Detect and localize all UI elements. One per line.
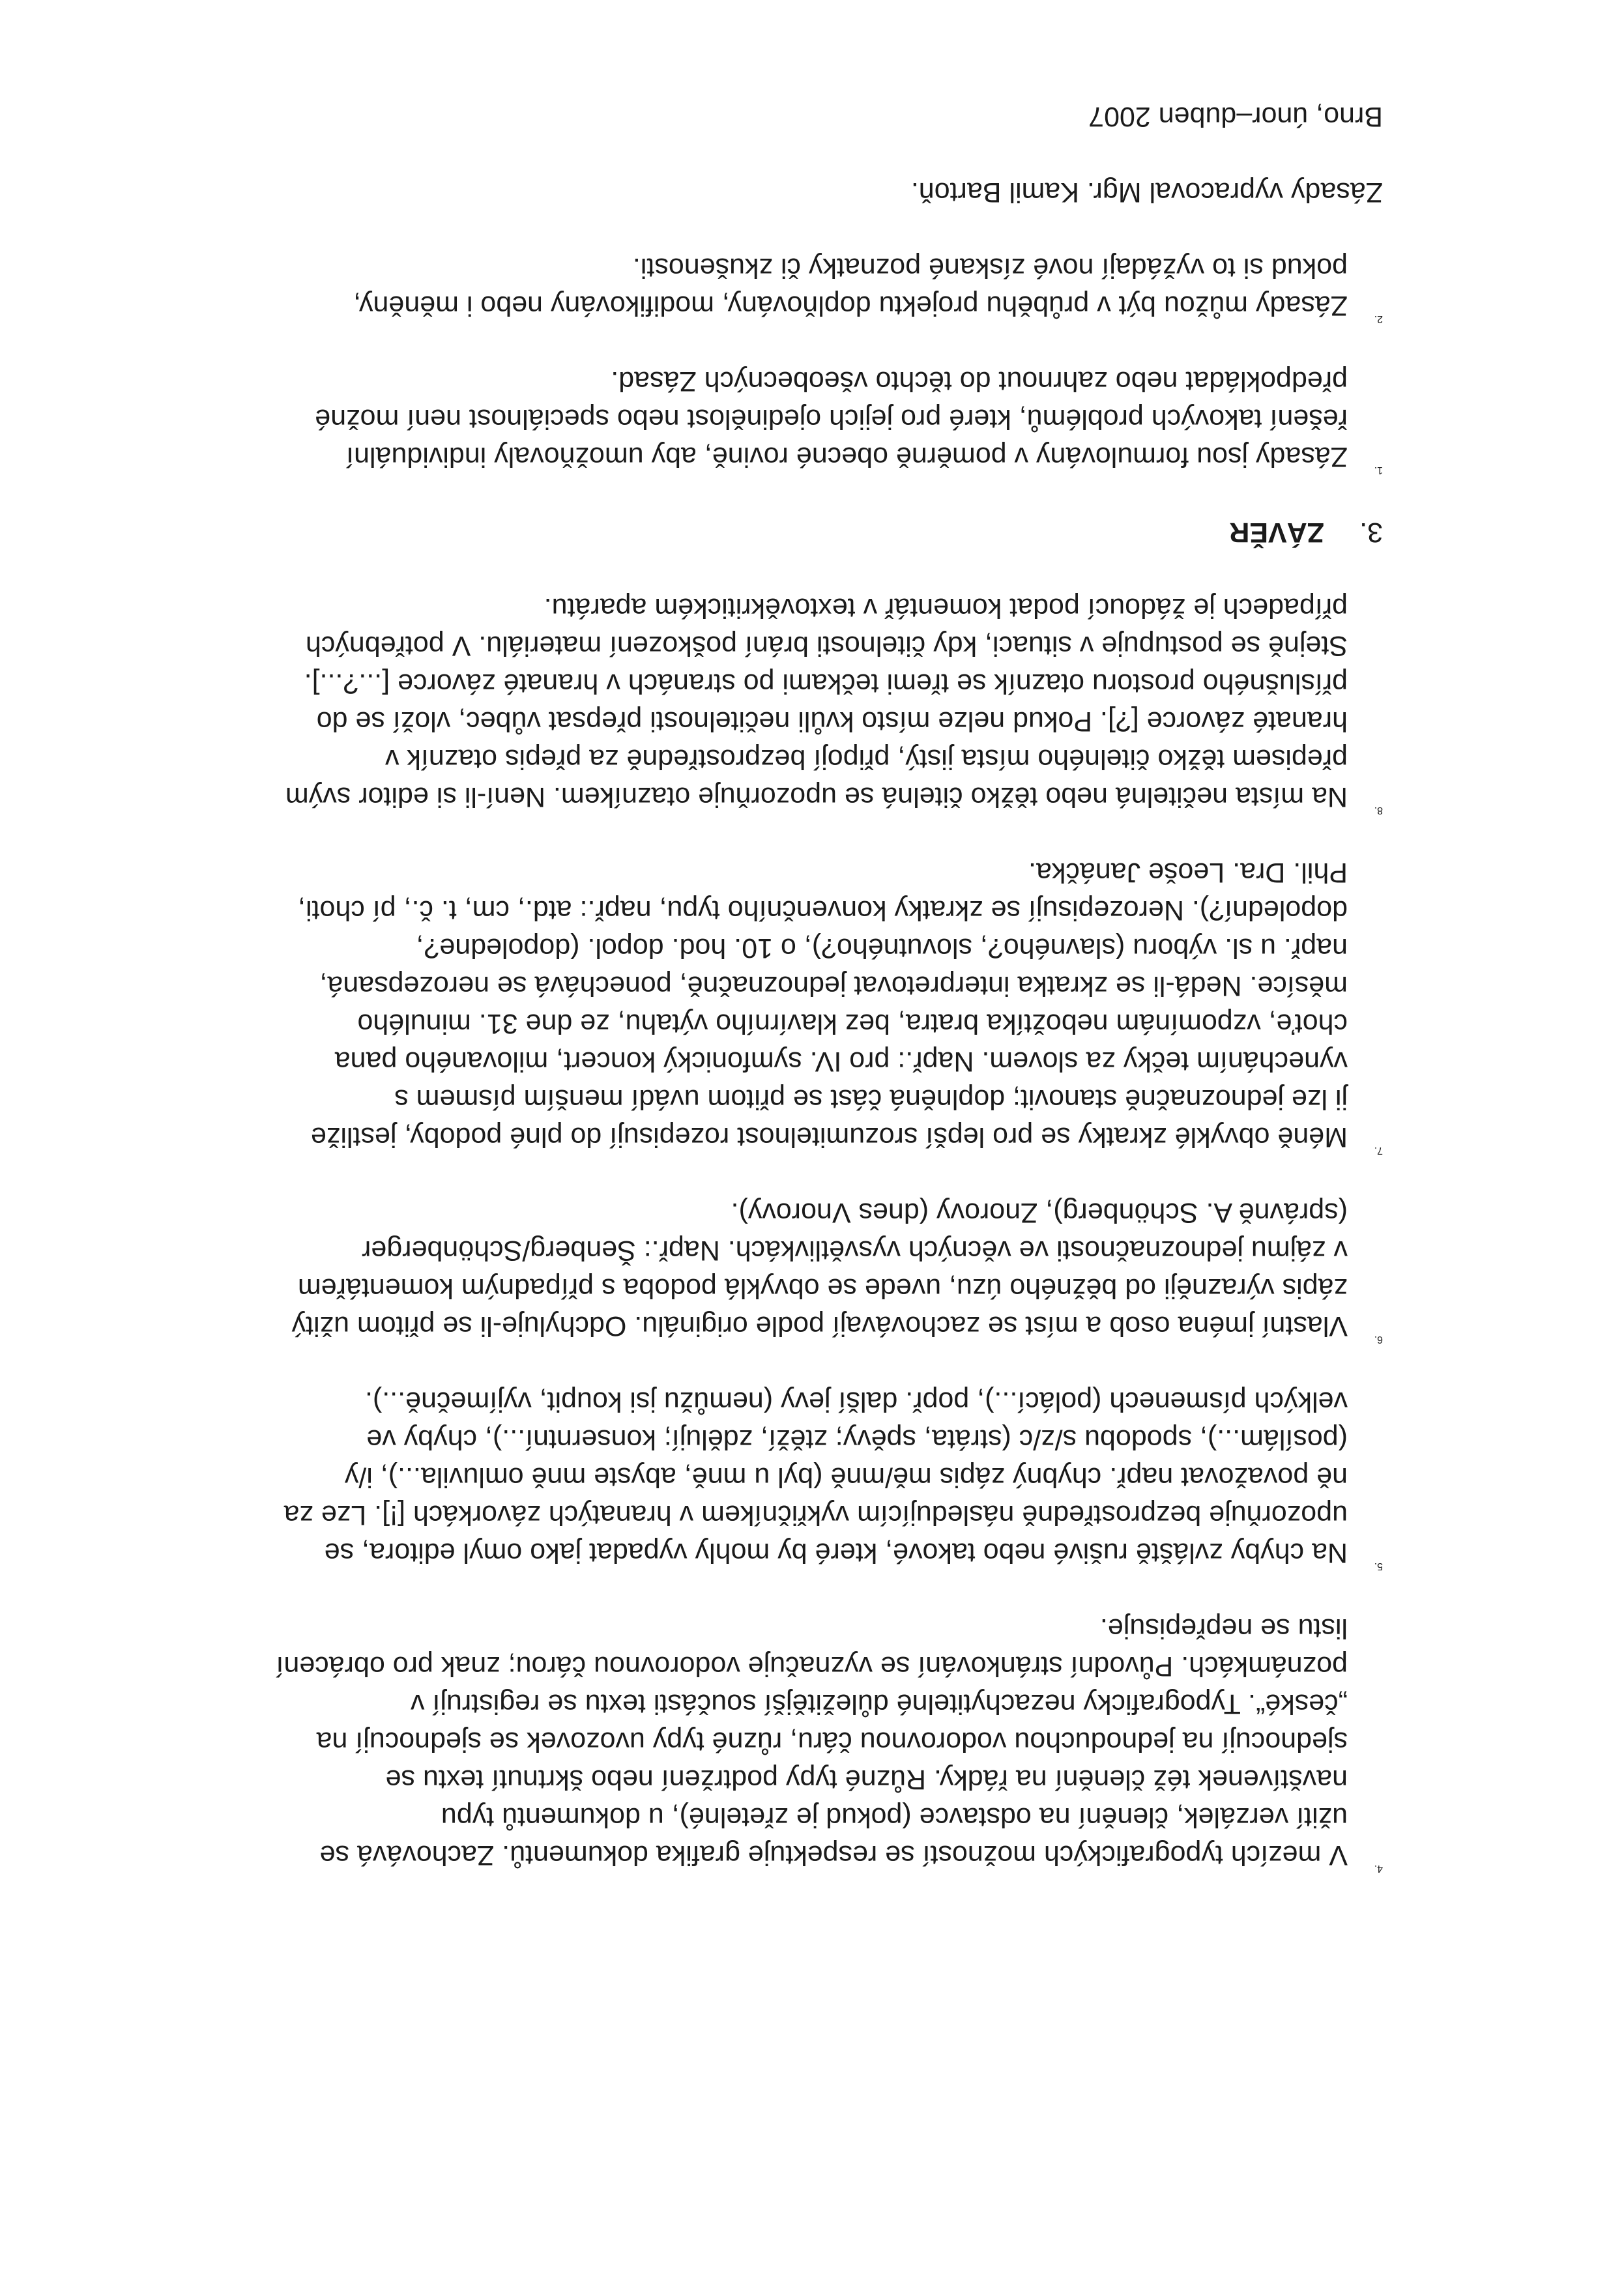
rules-list (190, 589, 1383, 1874)
text-line: příslušného prostoru otazník se třemi tečkami po stranách v hranaté závorce [...?...]. (304, 668, 1348, 699)
list-item (190, 1383, 1383, 1572)
item-number: 4. (1374, 1863, 1383, 1874)
text-line: Stejně se postupuje v situaci, kdy čitelnosti brání poškození materiálu. V potřebných (305, 630, 1348, 661)
text-line: Zásady jsou formulovány v poměrně obecné rovině, aby umožňovaly individuální (346, 441, 1348, 472)
text-line: řešení takových problémů, které pro jejich ojedinělost nebo speciálnost není možné (315, 403, 1348, 435)
text-line: upozorňuje bezprostředně následujícím vykřičníkem v hranatých závorkách [!]. Lze za (283, 1499, 1348, 1531)
item-number: 8. (1374, 805, 1383, 816)
item-number: 2. (1374, 313, 1383, 324)
text-line: navštívenek též členění na řádky. Různé typy podtržení nebo škrtnutí textu se (385, 1764, 1348, 1795)
text-line: listu se nepřepisuje. (1099, 1613, 1348, 1644)
text-line: např. u sl. výboru (slavného?, slovutného?), o 10. hod. dopol. (dopoledne?, (416, 932, 1348, 964)
text-line: Na místa nečitelná nebo těžko čitelná se upozorňuje otazníkem. Není-li si editor svým (285, 781, 1348, 813)
text-line: Na chyby zvláště rušivé nebo takové, které by mohly vypadat jako omyl editora, se (324, 1537, 1348, 1568)
item-number: 5. (1374, 1561, 1383, 1572)
text-line: velkých písmenech (polácí...), popř. další jevy (nemůžu jsi koupit, vyjímečně...). (365, 1386, 1348, 1417)
text-line: v zájmu jednoznačnosti ve věcných vysvětlivkách. Např.: Šenberg/Schönberger (362, 1235, 1348, 1266)
text-line: Phil. Dra. Leoše Janáčka. (1028, 857, 1348, 888)
text-line: (posílám...), spodobu s/z/c (stráta, spěvy; ztěží, zdělují; konserntní...), chyby ve (366, 1424, 1348, 1455)
text-line: dopolední?). Nerozepisují se zkratky konvenčního typu, např.: atd., cm, t. č., pí choti, (298, 895, 1348, 926)
text-line: předpokládat nebo zahrnout do těchto všeobecných Zásad. (611, 366, 1348, 397)
text-line: sjednocují na jednoduchou vodorovnou čáru, různé typy uvozovek se sjednocují na (316, 1726, 1348, 1757)
author-signature: Zásady vypracoval Mgr. Kamil Bartoň. (910, 177, 1383, 208)
text-line: Méně obvyklé zkratky se pro lepší srozumitelnost rozepisují do plné podoby, jestliže (311, 1121, 1348, 1153)
text-line: vynecháním tečky za slovem. Např.: pro IV. symfonický koncert, milovaného pana (334, 1046, 1348, 1077)
list-item (190, 1609, 1383, 1874)
text-line: (správně A. Schönberg), Znorovy (dnes Vnorovy). (731, 1197, 1348, 1228)
text-line: Vlastní jména osob a míst se zachovávají podle originálu. Odchyluje-li se přitom užitý (291, 1310, 1348, 1342)
list-item (190, 1194, 1383, 1345)
place-date: Brno, únor–duben 2007 (1088, 101, 1383, 132)
section-heading (190, 513, 1383, 551)
item-number: 6. (1374, 1334, 1383, 1345)
text-line: hranaté závorce [?]. Pokud nelze místo kvůli nečitelnosti přepsat vůbec, vloží se do (316, 706, 1348, 737)
text-line: případech je žádoucí podat komentář v textověkritickém aparátu. (544, 592, 1348, 624)
text-line: poznámkách. Původní stránkování se vyznačuje vodorovnou čárou; znak pro obrácení (276, 1651, 1348, 1682)
list-item (190, 854, 1383, 1156)
list-item (190, 249, 1383, 324)
conclusion-list (190, 249, 1383, 476)
document-body (190, 98, 1383, 1874)
item-number: 1. (1374, 465, 1383, 476)
section-number: 3. (1359, 517, 1383, 548)
text-line: ji lze jednoznačně stanovit; doplněná část se přitom uvádí menším písmem s (394, 1084, 1348, 1115)
text-line: měsíce. Nedá-li se zkratka interpretovat jednoznačně, ponechává se nerozepsaná, (319, 970, 1348, 1002)
text-line: „české“. Typograficky nezachytitelné důležitější součásti textu se registrují v (411, 1688, 1348, 1720)
text-line: Zásady můžou být v průběhu projektu doplňovány, modifikovány nebo i měněny, (353, 290, 1348, 321)
text-line: přepisem těžko čitelného místa jistý, připojí bezprostředně za přepis otazník v (384, 743, 1348, 775)
item-number: 7. (1374, 1145, 1383, 1156)
text-line: užití verzálek, členění na odstavce (pokud je zřetelné), u dokumentů typu (441, 1802, 1348, 1833)
text-line: zápis výrazněji od běžného úzu, uvede se obvyklá podoba s případným komentářem (297, 1273, 1348, 1304)
text-line: pokud si to vyžádají nové získané poznatky či zkušenosti. (632, 252, 1348, 283)
text-line: ně považovat např. chybný zápis mě/mně (byl u mně, abyste mně omluvila...), i/y (344, 1462, 1348, 1493)
list-item (190, 362, 1383, 476)
text-line: V mezích typografických možností se respektuje grafika dokumentů. Zachovává se (319, 1839, 1348, 1871)
list-item (190, 589, 1383, 816)
section-title: ZÁVĚR (1229, 517, 1324, 548)
text-line: choťe, vzpomínám nebožtíka bratra, bez klavírního výtahu, ze dne 31. minulého (357, 1008, 1348, 1039)
